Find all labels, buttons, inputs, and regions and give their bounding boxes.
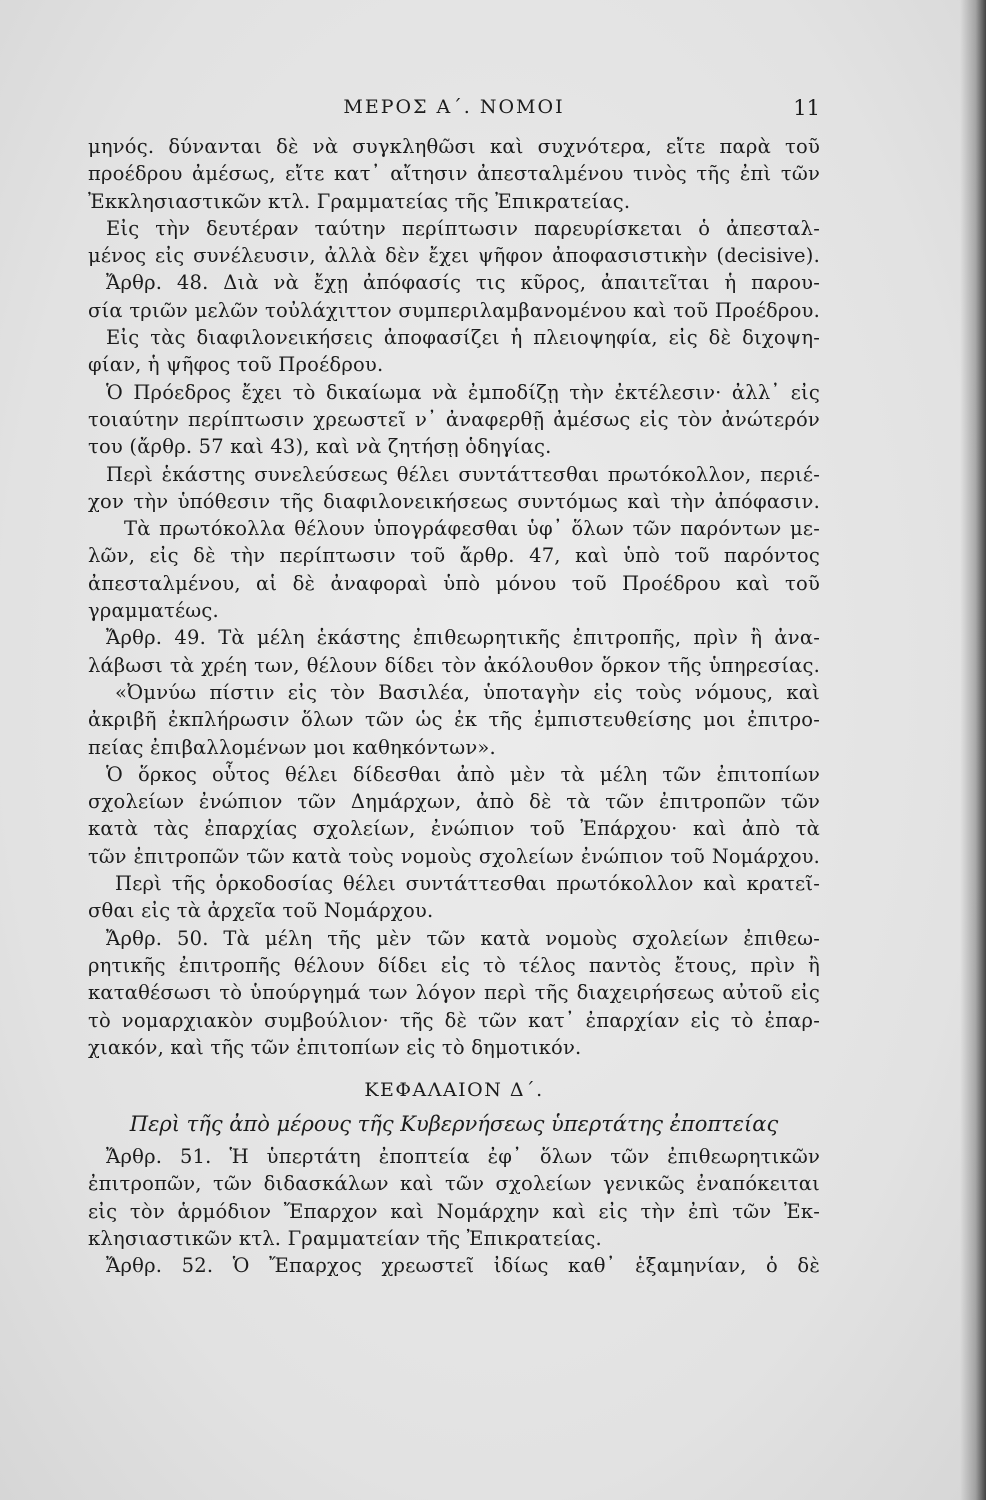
text-block-bottom (88, 1143, 820, 1279)
text-line: Ἄρθρ. 50. Τὰ μέλη τῆς μὲν τῶν κατὰ νομοὺς σχολείων ἐπιθεω- (106, 926, 820, 950)
text-line: Περὶ ἑκάστης συνελεύσεως θέλει συντάττεσθαι πρωτόκολλον, περιέ- (106, 462, 820, 486)
text-line: ἀκριβῆ ἐκπλήρωσιν ὅλων τῶν ὡς ἐκ τῆς ἐμπιστευθείσης μοι ἐπιτρο- (88, 708, 820, 732)
text-line: «Ὀμνύω πίστιν εἰς τὸν Βασιλέα, ὑποταγὴν εἰς τοὺς νόμους, καὶ (115, 680, 820, 704)
text-line: σθαι εἰς τὰ ἀρχεῖα τοῦ Νομάρχου. (88, 899, 434, 923)
text-line: φίαν, ἡ ψῆφος τοῦ Προέδρου. (88, 353, 384, 377)
text-line: Ἄρθρ. 52. Ὁ Ἔπαρχος χρεωστεῖ ἰδίως καθ᾽ ἑξαμηνίαν, ὁ δὲ (106, 1254, 820, 1278)
text-line: ἐπιτροπῶν, τῶν διδασκάλων καὶ τῶν σχολείων γενικῶς ἐναπόκειται (88, 1172, 820, 1196)
text-line: Ἄρθρ. 48. Διὰ νὰ ἔχῃ ἀπόφασίς τις κῦρος, ἀπαιτεῖται ἡ παρου- (106, 271, 820, 295)
text-line: προέδρου ἀμέσως, εἴτε κατ᾽ αἴτησιν ἀπεσταλμένου τινὸς τῆς ἐπὶ τῶν (88, 162, 820, 186)
text-line: τὸ νομαρχιακὸν συμβούλιον· τῆς δὲ τῶν κατ᾽ ἐπαρχίαν εἰς τὸ ἐπαρ- (88, 1008, 820, 1032)
text-line: τοιαύτην περίπτωσιν χρεωστεῖ ν᾽ ἀναφερθῇ ἀμέσως εἰς τὸν ἀνώτερόν (88, 407, 820, 431)
text-line: Ὁ ὅρκος οὗτος θέλει δίδεσθαι ἀπὸ μὲν τὰ μέλη τῶν ἐπιτοπίων (106, 762, 820, 786)
spacer (88, 1061, 820, 1075)
text-line: Ἐκκλησιαστικῶν κτλ. Γραμματείας τῆς Ἐπικρατείας. (88, 189, 631, 213)
page-number: 11 (793, 96, 820, 120)
text-line: Εἰς τὴν δευτέραν ταύτην περίπτωσιν παρευρίσκεται ὁ ἀπεσταλ- (106, 216, 820, 240)
text-line: χιακόν, καὶ τῆς τῶν ἐπιτοπίων εἰς τὸ δημοτικόν. (88, 1035, 582, 1059)
text-line: Τὰ πρωτόκολλα θέλουν ὑπογράφεσθαι ὑφ᾽ ὅλων τῶν παρόντων με- (124, 517, 820, 541)
chapter-heading: ΚΕΦΑΛΑΙΟΝ Δ΄. (364, 1079, 544, 1102)
text-line: χον τὴν ὑπόθεσιν τῆς διαφιλονεικήσεως συντόμως καὶ τὴν ἀπόφασιν. (88, 489, 820, 513)
text-line: του (ἄρθρ. 57 καὶ 43), καὶ νὰ ζητήσῃ ὁδηγίας. (88, 435, 552, 459)
text-block-top (88, 133, 820, 1061)
text-line: ἀπεσταλμένου, αἱ δὲ ἀναφοραὶ ὑπὸ μόνου τοῦ Προέδρου καὶ τοῦ (88, 571, 820, 595)
page-header (88, 96, 820, 124)
running-head: ΜΕΡΟΣ Α΄. ΝΟΜΟΙ (343, 96, 565, 118)
text-line: εἰς τὸν ἁρμόδιον Ἔπαρχον καὶ Νομάρχην καὶ εἰς τὴν ἐπὶ τῶν Ἐκ- (88, 1199, 820, 1223)
text-line: σία τριῶν μελῶν τοὐλάχιττον συμπεριλαμβανομένου καὶ τοῦ Προέδρου. (88, 298, 820, 322)
body-text (88, 133, 820, 1280)
text-line: σχολείων ἐνώπιον τῶν Δημάρχων, ἀπὸ δὲ τὰ τῶν ἐπιτροπῶν τῶν (88, 790, 820, 814)
text-line: τῶν ἐπιτροπῶν τῶν κατὰ τοὺς νομοὺς σχολείων ἐνώπιον τοῦ Νομάρχου. (88, 844, 820, 868)
text-line: ρητικῆς ἐπιτροπῆς θέλουν δίδει εἰς τὸ τέλος παντὸς ἔτους, πρὶν ἢ (88, 953, 820, 977)
chapter-subtitle: Περὶ τῆς ἀπὸ μέρους τῆς Κυβερνήσεως ὑπερτάτης ἐποπτείας (129, 1112, 779, 1137)
text-line: Περὶ τῆς ὁρκοδοσίας θέλει συντάττεσθαι πρωτόκολλον καὶ κρατεῖ- (115, 872, 820, 896)
text-line: μηνός. δύνανται δὲ νὰ συγκληθῶσι καὶ συχνότερα, εἴτε παρὰ τοῦ (88, 135, 820, 158)
text-line: λάβωσι τὰ χρέη των, θέλουν δίδει τὸν ἀκόλουθον ὅρκον τῆς ὑπηρεσίας. (88, 653, 820, 677)
page-edge-shadow (960, 0, 986, 1500)
text-line: λῶν, εἰς δὲ τὴν περίπτωσιν τοῦ ἄρθρ. 47, καὶ ὑπὸ τοῦ παρόντος (88, 544, 820, 568)
text-line: Ἄρθρ. 51. Ἡ ὑπερτάτη ἐποπτεία ἐφ᾽ ὅλων τῶν ἐπιθεωρητικῶν (106, 1145, 820, 1169)
text-line: καταθέσωσι τὸ ὑπούργημά των λόγον περὶ τῆς διαχειρήσεως αὐτοῦ εἰς (88, 981, 820, 1005)
text-line: μένος εἰς συνέλευσιν, ἀλλὰ δὲν ἔχει ψῆφον ἀποφασιστικὴν (decisive). (88, 244, 820, 268)
text-line: πείας ἐπιβαλλομένων μοι καθηκόντων». (88, 735, 496, 759)
text-line: γραμματέως. (88, 599, 219, 623)
text-line: κατὰ τὰς ἐπαρχίας σχολείων, ἐνώπιον τοῦ Ἐπάρχου· καὶ ἀπὸ τὰ (88, 817, 820, 841)
text-line: κλησιαστικῶν κτλ. Γραμματείαν τῆς Ἐπικρατείας. (88, 1226, 602, 1250)
text-line: Ὁ Πρόεδρος ἔχει τὸ δικαίωμα νὰ ἐμποδίζῃ τὴν ἐκτέλεσιν· ἀλλ᾽ εἰς (106, 380, 820, 404)
text-line: Ἄρθρ. 49. Τὰ μέλη ἑκάστης ἐπιθεωρητικῆς ἐπιτροπῆς, πρὶν ἢ ἀνα- (106, 626, 820, 650)
text-line: Εἰς τὰς διαφιλονεικήσεις ἀποφασίζει ἡ πλειοψηφία, εἰς δὲ διχοψη- (106, 326, 820, 350)
